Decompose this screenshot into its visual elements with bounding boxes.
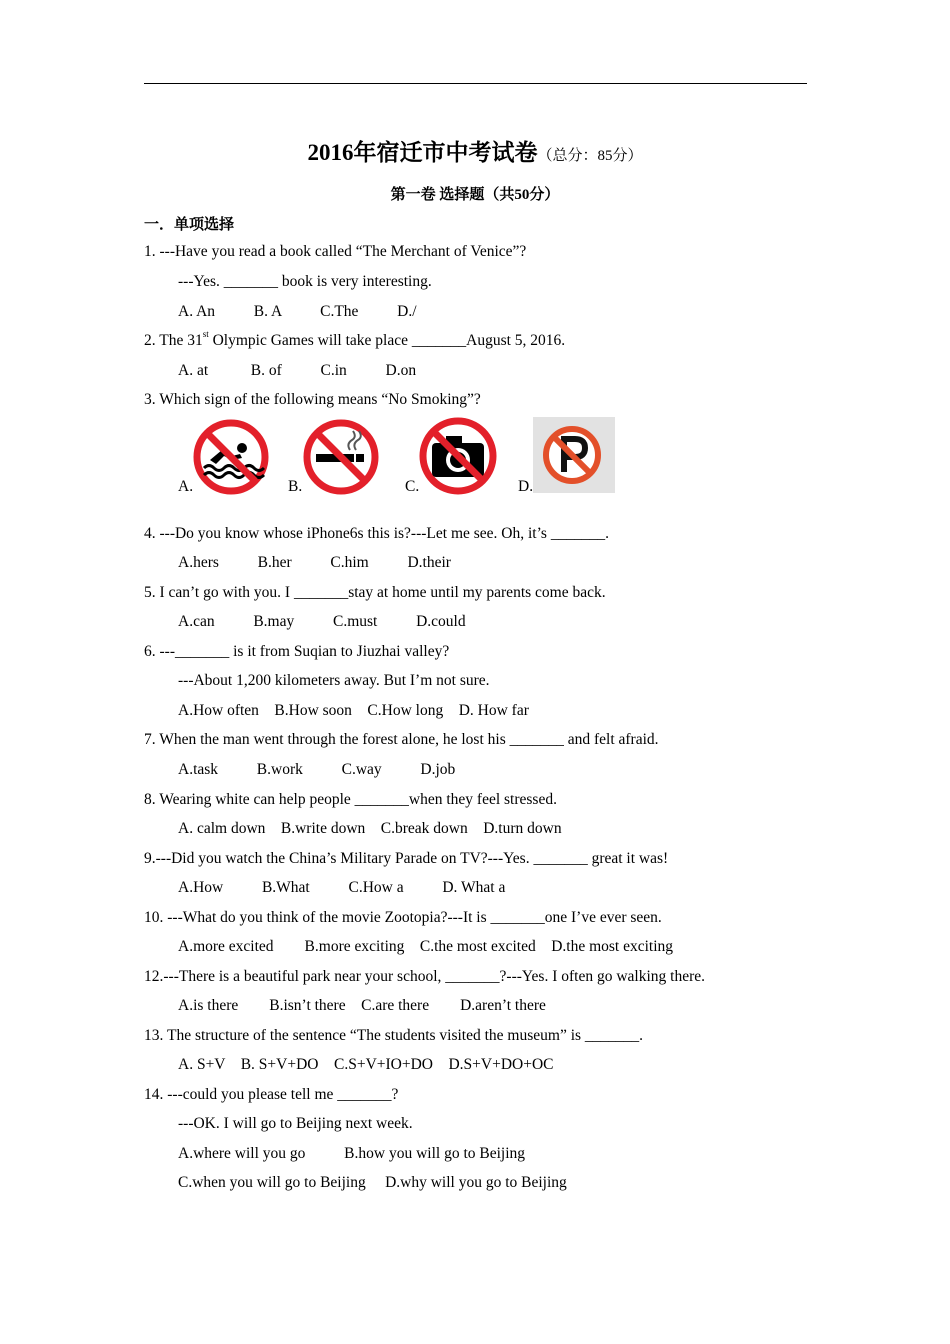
question-2 — [144, 331, 565, 351]
question-1: 1. ---Have you read a book called “The Merchant of Venice”? — [144, 243, 527, 260]
question-8: 8. Wearing white can help people _______when they feel stressed. — [144, 791, 557, 808]
question-14-dialog: ---OK. I will go to Beijing next week. — [178, 1115, 413, 1132]
question-9: 9.---Did you watch the China’s Military Parade on TV?---Yes. _______ great it was! — [144, 850, 669, 867]
title-text: 2016年宿迁市中考试卷 — [307, 140, 538, 165]
question-7: 7. When the man went through the forest alone, he lost his _______ and felt afraid. — [144, 731, 659, 748]
question-2-options: A. at B. of C.in D.on — [178, 362, 417, 379]
question-13-options: A. S+V B. S+V+DO C.S+V+IO+DO D.S+V+DO+OC — [178, 1056, 554, 1073]
question-4-options: A.hers B.her C.him D.their — [178, 554, 451, 571]
sign-option-b-label: B. — [288, 478, 303, 495]
question-4: 4. ---Do you know whose iPhone6s this is?---Let me see. Oh, it’s _______. — [144, 525, 609, 542]
part-heading: 第一卷 选择题（共50分） — [390, 187, 560, 203]
no-swimming-sign-icon — [192, 418, 270, 496]
no-smoking-sign-icon — [302, 418, 380, 496]
question-1-dialog: ---Yes. _______ book is very interesting. — [178, 273, 432, 290]
ordinal-suffix: st — [202, 329, 209, 339]
question-6-options: A.How often B.How soon C.How long D. How far — [178, 702, 529, 719]
total-score: （总分：85分） — [537, 148, 643, 164]
question-12: 12.---There is a beautiful park near your school, _______?---Yes. I often go walking there. — [144, 968, 705, 985]
question-2-text-a: 2. The 31 — [144, 332, 203, 349]
question-1-options: A. An B. A C.The D./ — [178, 303, 417, 320]
question-5: 5. I can’t go with you. I _______stay at home until my parents come back. — [144, 584, 606, 601]
question-10-options: A.more excited B.more exciting C.the most excited D.the most exciting — [178, 938, 674, 955]
question-14: 14. ---could you please tell me _______? — [144, 1086, 399, 1103]
question-6-dialog: ---About 1,200 kilometers away. But I’m not sure. — [178, 672, 490, 689]
question-10: 10. ---What do you think of the movie Zootopia?---It is _______one I’ve ever seen. — [144, 909, 662, 926]
question-7-options: A.task B.work C.way D.job — [178, 761, 456, 778]
question-3: 3. Which sign of the following means “No Smoking”? — [144, 391, 481, 408]
question-2-text-b: Olympic Games will take place _______August 5, 2016. — [208, 332, 566, 349]
exam-title — [0, 134, 950, 167]
question-13: 13. The structure of the sentence “The students visited the museum” is _______. — [144, 1027, 644, 1044]
top-rule — [144, 83, 807, 84]
sign-option-d-label: D. — [518, 478, 534, 495]
question-5-options: A.can B.may C.must D.could — [178, 613, 466, 630]
section-heading: 一．单项选择 — [144, 217, 235, 233]
no-parking-sign-icon — [533, 417, 615, 493]
question-12-options: A.is there B.isn’t there C.are there D.aren’t there — [178, 997, 546, 1014]
question-14-options-cd: C.when you will go to Beijing D.why will you go to Beijing — [178, 1174, 567, 1191]
question-8-options: A. calm down B.write down C.break down D.turn down — [178, 820, 562, 837]
question-9-options: A.How B.What C.How a D. What a — [178, 879, 506, 896]
sign-option-c-label: C. — [405, 478, 420, 495]
no-photography-sign-icon — [418, 416, 498, 496]
question-6: 6. ---_______ is it from Suqian to Jiuzhai valley? — [144, 643, 450, 660]
question-14-options-ab: A.where will you go B.how you will go to Beijing — [178, 1145, 526, 1162]
sign-option-a-label: A. — [178, 478, 194, 495]
